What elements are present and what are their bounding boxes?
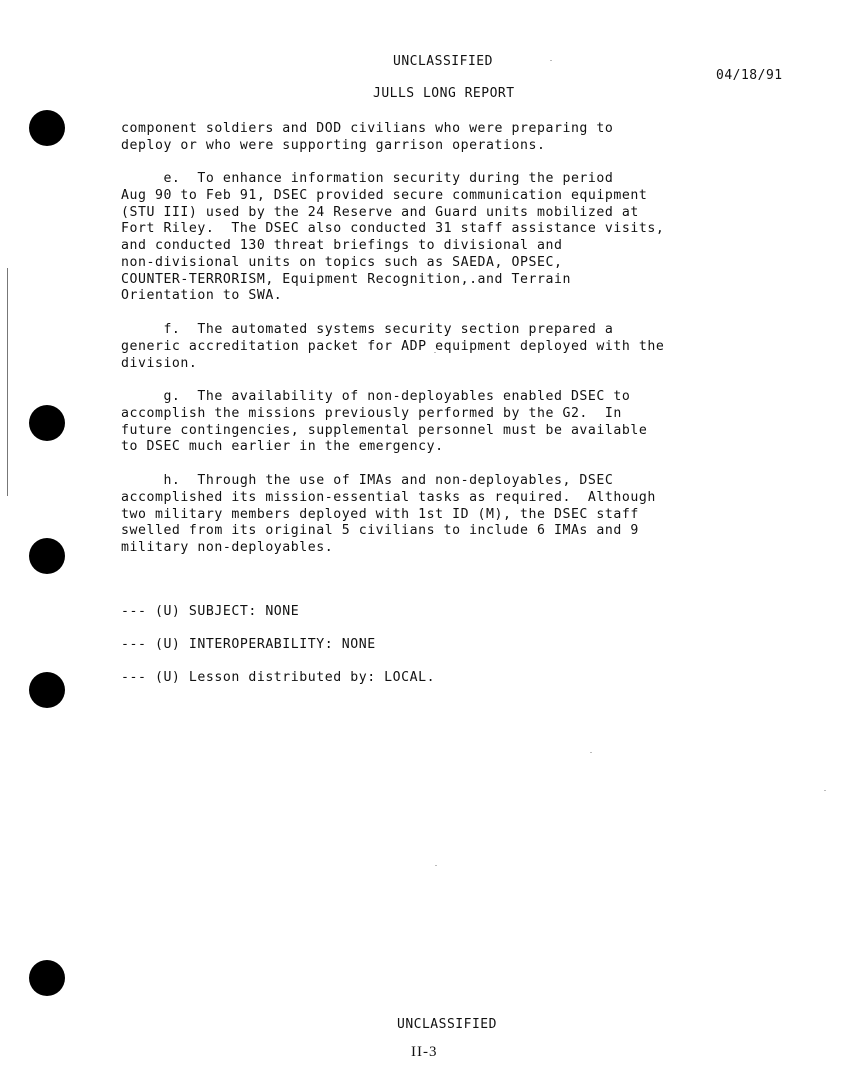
report-title: JULLS LONG REPORT [373, 86, 515, 101]
paragraph-e-line: e. To enhance information security during the period [121, 171, 614, 186]
scan-speck [590, 752, 592, 753]
paragraph-e-line: Aug 90 to Feb 91, DSEC provided secure communication equipment [121, 187, 648, 203]
paragraph-intro-line: deploy or who were supporting garrison operations. [121, 137, 546, 153]
punch-hole-1 [29, 110, 65, 146]
paragraph-h-line: two military members deployed with 1st ID (M), the DSEC staff [121, 506, 639, 522]
footer-classification: UNCLASSIFIED [397, 1017, 497, 1032]
report-date: 04/18/91 [716, 68, 783, 83]
paragraph-intro-line: component soldiers and DOD civilians who were preparing to [121, 121, 614, 136]
paragraph-e-line: COUNTER-TERRORISM, Equipment Recognition,.and Terrain [121, 271, 571, 287]
paragraph-h-line: h. Through the use of IMAs and non-deployables, DSEC [121, 473, 614, 488]
paragraph-h-line: accomplished its mission-essential tasks as required. Although [121, 489, 656, 505]
punch-hole-4 [29, 672, 65, 708]
subject-field: --- (U) SUBJECT: NONE [121, 604, 300, 619]
paragraph-f-line: division. [121, 355, 198, 371]
paragraph-e-line: (STU III) used by the 24 Reserve and Guard units mobilized at [121, 204, 639, 220]
scan-artifact-line [7, 268, 8, 496]
scan-speck [435, 865, 437, 866]
paragraph-e-line: non-divisional units on topics such as SAEDA, OPSEC, [121, 254, 563, 270]
paragraph-f-line: generic accreditation packet for ADP equipment deployed with the [121, 338, 665, 354]
paragraph-g-line: to DSEC much earlier in the emergency. [121, 439, 444, 455]
interoperability-field: --- (U) INTEROPERABILITY: NONE [121, 637, 376, 652]
paragraph-f-line: f. The automated systems security section prepared a [121, 322, 614, 337]
paragraph-g-line: accomplish the missions previously performed by the G2. In [121, 405, 622, 421]
punch-hole-3 [29, 538, 65, 574]
header-classification: UNCLASSIFIED [393, 54, 493, 69]
punch-hole-2 [29, 405, 65, 441]
paragraph-g-line: future contingencies, supplemental personnel must be available [121, 422, 648, 438]
paragraph-g-line: g. The availability of non-deployables enabled DSEC to [121, 389, 631, 404]
page-number: II-3 [411, 1044, 438, 1060]
punch-hole-5 [29, 960, 65, 996]
scan-speck [824, 790, 826, 791]
paragraph-e-line: and conducted 130 threat briefings to divisional and [121, 238, 563, 253]
paragraph-e-line: Orientation to SWA. [121, 288, 283, 304]
paragraph-h-line: military non-deployables. [121, 540, 334, 555]
scan-speck [550, 60, 552, 61]
paragraph-e-line: Fort Riley. The DSEC also conducted 31 staff assistance visits, [121, 221, 665, 237]
paragraph-h-line: swelled from its original 5 civilians to include 6 IMAs and 9 [121, 523, 639, 539]
distribution-field: --- (U) Lesson distributed by: LOCAL. [121, 670, 436, 685]
